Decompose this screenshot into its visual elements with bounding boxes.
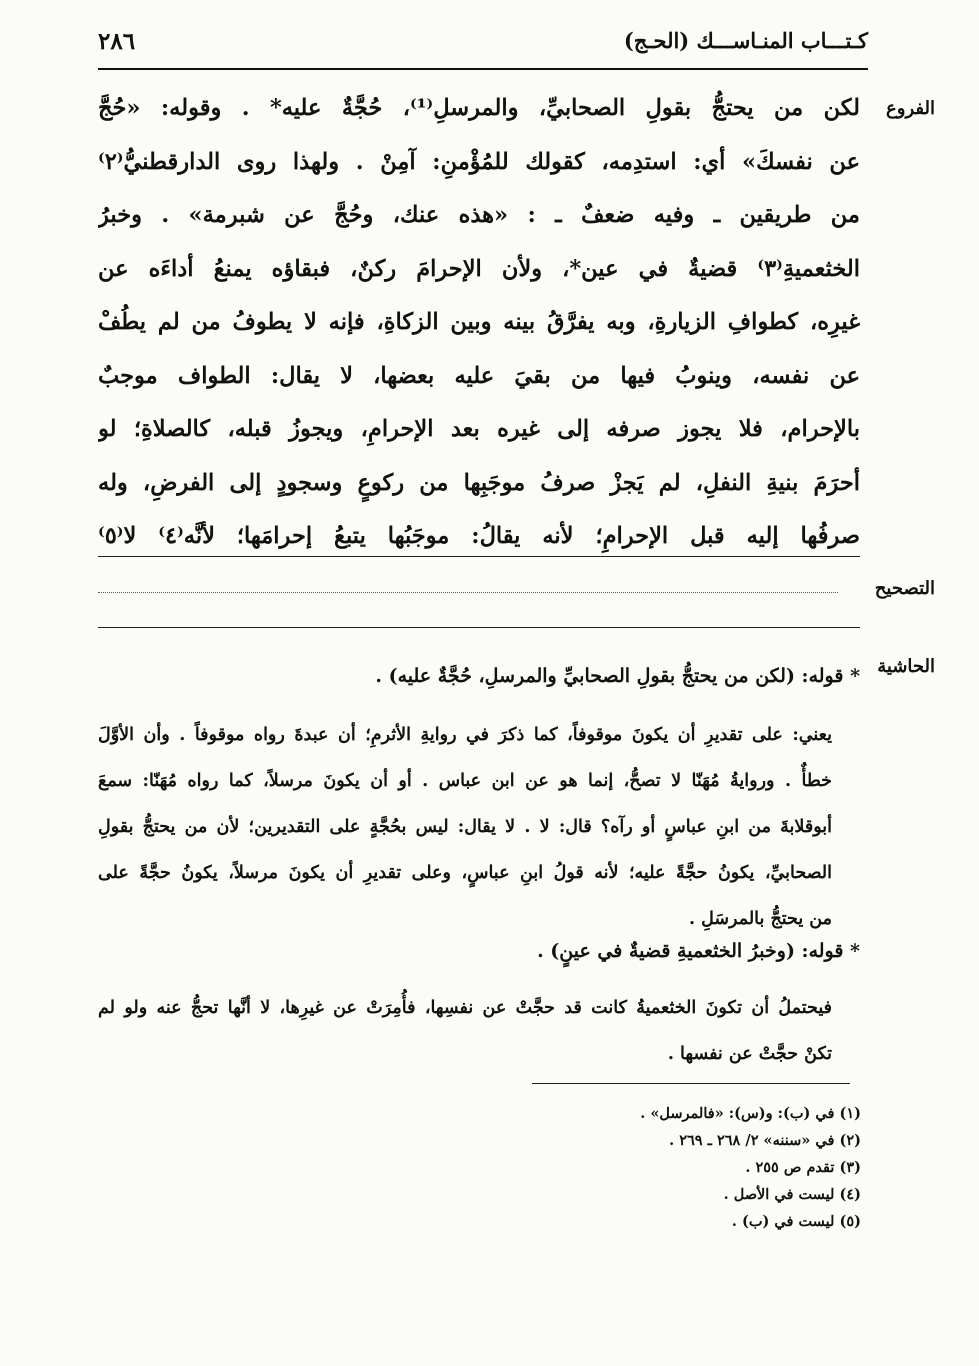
main-text-rule xyxy=(98,556,860,557)
main-line: الخثعميةِ⁽٣⁾ قضيةٌ في عين*، ولأن الإحرامَ ركنٌ، فبقاؤه يمنعُ أداءَه عن xyxy=(98,255,860,282)
label-hashiya: الحاشية xyxy=(877,656,935,677)
label-furu: الفروع xyxy=(886,98,935,119)
footnote: (١) في (ب): و(س): «فالمرسل» . xyxy=(640,1105,861,1122)
main-line: عن نفسكَ» أي: استدِمه، كقولك للمُؤْمنِ: آمِنْ . ولهذا روى الدارقطنيُّ⁽٢⁾ xyxy=(98,148,860,175)
tashih-rule xyxy=(98,627,860,628)
page-header xyxy=(98,28,868,68)
commentary-heading: * قوله: (وخبرُ الخثعميةِ قضيةٌ في عينٍ) . xyxy=(537,940,860,962)
commentary-line: يعني: على تقديرِ أن يكونَ موقوفاً، كما ذكرَ في روايةِ الأثرمِ؛ أن عبدةَ رواه موقوفاً . وأن الأوَّلَ xyxy=(98,725,832,745)
label-tashih: التصحيح xyxy=(874,578,935,599)
commentary-line: من يحتجُّ بالمرسَلِ . xyxy=(688,909,832,929)
commentary-body xyxy=(98,712,860,942)
commentary-line: الصحابيِّ، يكونُ حجَّةً عليه؛ لأنه قولُ ابنِ عباسٍ، وعلى تقديرِ أن يكونَ مرسلاً، يكونُ حجَّةً على xyxy=(98,863,832,883)
footnote-rule xyxy=(532,1083,850,1084)
main-text xyxy=(98,82,860,564)
footnote: (٢) في «سننه» ٢/ ٢٦٨ ـ ٢٦٩ . xyxy=(669,1132,861,1149)
commentary-1 xyxy=(98,660,860,942)
commentary-line: أبوقلابةَ من ابنِ عباسٍ أو رآه؟ قال: لا . لا يقال: ليس بحُجَّةٍ على التقديرين؛ لأن من يحتجُّ بقولِ xyxy=(98,817,832,837)
commentary-body xyxy=(98,985,860,1077)
footnote: (٣) تقدم ص ٢٥٥ . xyxy=(745,1159,861,1176)
tashih-dotted-line xyxy=(98,592,838,593)
footnote: (٤) ليست في الأصل . xyxy=(723,1186,861,1203)
commentary-line: خطأٌ . وروايةُ مُهَنّا لا تصحُّ، إنما هو عن ابن عباس . أو أن يكونَ مرسلاً، كما رواه مُهَنّا: سمعَ xyxy=(98,771,832,791)
running-title: كـتـــاب المنـاســـك (الحـج) xyxy=(623,28,868,53)
commentary-2 xyxy=(98,935,860,1077)
main-line: أحرَمَ بنيةِ النفلِ، لم يَجزْ صرفُ موجَبِها من ركوعٍ وسجودٍ إلى الفرضِ، وله xyxy=(98,469,860,496)
header-rule xyxy=(98,68,868,70)
main-line: عن نفسه، وينوبُ فيها من بقيَ عليه بعضها، لا يقال: الطواف موجبٌ xyxy=(98,362,860,389)
footnote: (٥) ليست في (ب) . xyxy=(731,1213,861,1230)
commentary-line: فيحتملُ أن تكونَ الخثعميةُ كانت قد حجَّتْ عن نفسِها، فأُمِرَتْ عن غيرِها، لا أنَّها تحجُّ عنه ولو لم xyxy=(98,998,832,1018)
page-number: ٢٨٦ xyxy=(98,28,136,55)
main-line: لكن من يحتجُّ بقولِ الصحابيِّ، والمرسلِ⁽¹⁾، حُجَّةٌ عليه* . وقوله: «حُجَّ xyxy=(98,95,860,121)
main-line: بالإحرام، فلا يجوز صرفه إلى غيره بعد الإحرامِ، ويجوزُ قبله، كالصلاةِ؛ لو xyxy=(98,416,860,442)
commentary-heading: * قوله: (لكن من يحتجُّ بقولِ الصحابيِّ والمرسلِ، حُجَّةٌ عليه) . xyxy=(375,665,860,687)
commentary-line: تكنْ حجَّتْ عن نفسها . xyxy=(667,1044,832,1064)
footnotes xyxy=(461,1100,861,1235)
main-line: من طريقين ـ وفيه ضعفٌ ـ : «هذه عنك، وحُجَّ عن شبرمة» . وخبرُ xyxy=(98,202,860,228)
main-line: صرفُها إليه قبل الإحرامِ؛ لأنه يقالُ: موجَبُها يتبعُ إحرامَها؛ لأنَّه⁽٤⁾ لا⁽٥⁾ xyxy=(98,523,860,549)
main-line: غيرِه، كطوافِ الزيارةِ، وبه يفرَّقُ بينه وبين الزكاةِ، فإنه لا يطوفُ من لم يطُفْ xyxy=(98,309,860,335)
